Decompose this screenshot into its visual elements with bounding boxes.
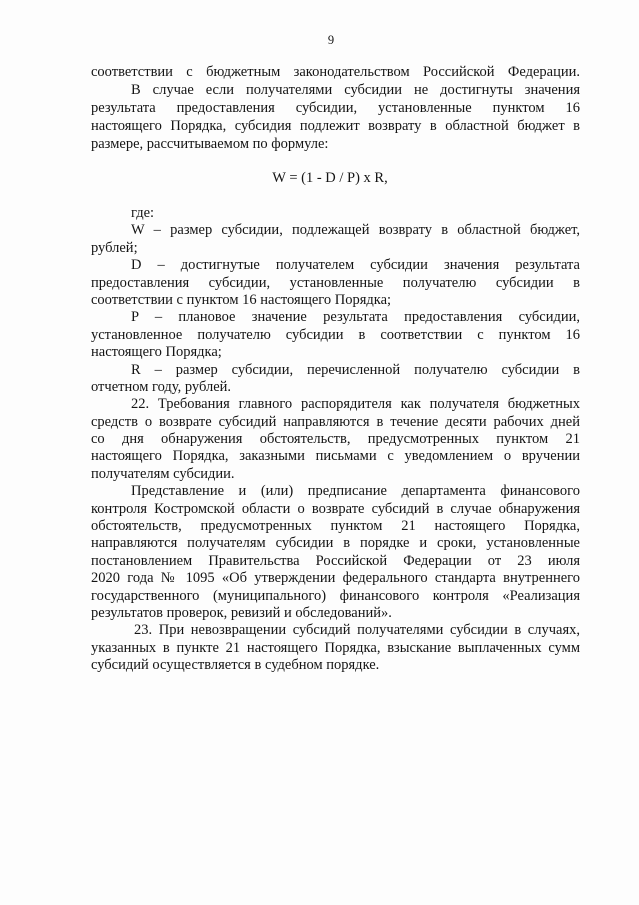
text-line: государственного (муниципального) финансового контроля «Реализация	[91, 587, 580, 604]
text-line: 2020 года № 1095 «Об утверждении федерального стандарта внутреннего	[91, 570, 580, 587]
text-line: рублей;	[91, 239, 138, 256]
clause-22-first-line: 22. Требования главного распорядителя как получателя бюджетных	[131, 396, 580, 413]
definition-p: P – плановое значение результата предоставления субсидии,	[131, 309, 580, 326]
intro-text-block	[91, 63, 580, 153]
text-line: размере, рассчитываемом по формуле:	[91, 136, 329, 152]
paragraph-first-line: где:	[131, 205, 155, 221]
text-line: указанных в пункте 21 настоящего Порядка, взыскание выплаченных сумм	[91, 639, 580, 656]
clause-23-first-line: 23. При невозвращении субсидий получателями субсидии в случаях,	[134, 622, 580, 639]
page-number: 9	[327, 33, 335, 47]
body-text-block	[91, 205, 580, 675]
text-line: предоставления субсидии, установленные получателю субсидии в	[91, 274, 580, 291]
definition-r: R – размер субсидии, перечисленной получателю субсидии в	[131, 361, 580, 378]
text-line: со дня обнаружения обстоятельств, предусмотренных пунктом 21	[91, 431, 580, 448]
text-line: настоящего Порядка;	[91, 344, 222, 361]
text-line: средств о возврате субсидий направляются в течение десяти рабочих дней	[91, 413, 580, 430]
text-line: соответствии с бюджетным законодательством Российской Федерации.	[91, 64, 580, 80]
text-line: контроля Костромской области о возврате субсидий в случае обнаружения	[91, 500, 580, 517]
formula: W = (1 - D / P) x R,	[272, 170, 388, 186]
text-line: отчетном году, рублей.	[91, 378, 232, 395]
text-line: результата предоставления субсидии, установленные пунктом 16	[91, 100, 580, 116]
text-line: субсидий осуществляется в судебном порядке.	[91, 657, 380, 674]
text-line: соответствии с пунктом 16 настоящего Порядка;	[91, 291, 392, 308]
text-line: настоящего Порядка, субсидия подлежит возврату в областной бюджет в	[91, 118, 580, 134]
text-line: результатов проверок, ревизий и обследований».	[91, 604, 392, 621]
text-line: обстоятельств, предусмотренных пунктом 21 настоящего Порядка,	[91, 518, 580, 535]
definition-d: D – достигнутые получателем субсидии значения результата	[131, 257, 580, 274]
text-line: установленное получателю субсидии в соответствии с пунктом 16	[91, 326, 580, 343]
text-line: получателям субсидии.	[91, 465, 235, 482]
definition-w: W – размер субсидии, подлежащей возврату в областной бюджет,	[131, 222, 580, 239]
text-line: настоящего Порядка, заказными письмами с уведомлением о вручении	[91, 448, 580, 465]
paragraph-first-line: Представление и (или) предписание департамента финансового	[131, 483, 580, 500]
text-line: направляются получателям субсидии в порядке и сроки, установленные	[91, 535, 580, 552]
text-line: постановлением Правительства Российской Федерации от 23 июля	[91, 552, 580, 569]
paragraph-first-line: В случае если получателями субсидии не достигнуты значения	[131, 82, 580, 98]
